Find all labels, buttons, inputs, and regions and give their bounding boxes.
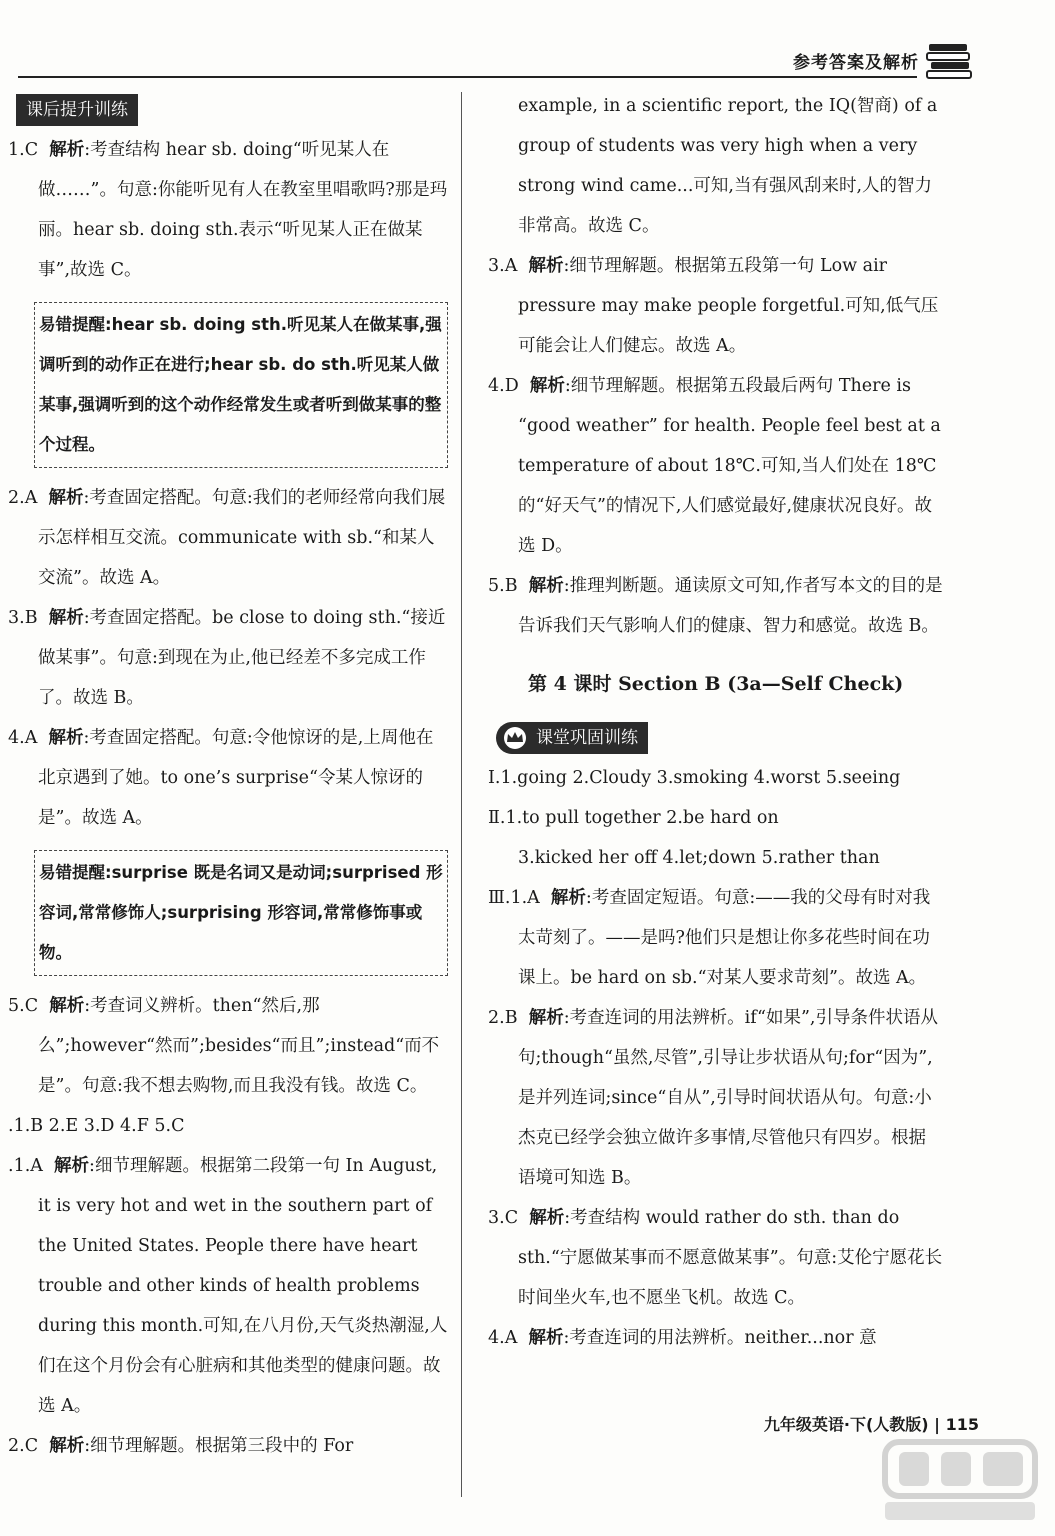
answer-number: 5.C	[8, 996, 39, 1016]
analysis-label: 解析	[48, 728, 84, 748]
answer-iii-4-right	[488, 1318, 943, 1358]
header-title: 参考答案及解析	[793, 53, 919, 73]
answers-part-i: Ⅰ.1.going 2.Cloudy 3.smoking 4.worst 5.seeing	[488, 768, 901, 788]
answer-number: 1.C	[8, 140, 39, 160]
watermark-logo	[875, 1428, 1045, 1528]
answer-4	[8, 718, 450, 838]
answer-text: :考查连词的用法辨析。neither...nor 意	[563, 1328, 877, 1348]
answer-number: 3.C	[488, 1208, 519, 1228]
analysis-label: 解析	[529, 1208, 565, 1228]
answer-text: :考查结构 would rather do sth. than do sth.“宁愿做某事而不愿意做某事”。句意:艾伦宁愿花长时间坐火车,也不愿坐飞机。故选 C。	[518, 1208, 943, 1308]
right-column	[488, 86, 943, 1358]
answer-text: :细节理解题。根据第二段第一句 In August, it is very hot and wet in the southern part of the United States. People there have heart trouble and other kinds of health problems during this month.可知,在八月份,天气炎热潮湿,人们在这个月份会有心脏病和其他类型的健康问题。故选 A。	[38, 1156, 448, 1416]
crown-icon	[502, 726, 528, 750]
page-header	[18, 40, 1037, 80]
answer-text: :考查固定搭配。be close to doing sth.“接近做某事”。句意:到现在为止,他已经差不多完成工作了。故选 B。	[38, 608, 446, 708]
answer-text: :考查固定搭配。句意:令他惊讶的是,上周他在北京遇到了她。to one’s surprise“令某人惊讶的是”。故选 A。	[38, 728, 434, 828]
column-divider	[461, 92, 462, 1497]
analysis-label: 解析	[528, 1328, 564, 1348]
analysis-label: 解析	[49, 1436, 85, 1456]
answer-number: 2.B	[488, 1008, 518, 1028]
answer-text: :考查连词的用法辨析。if“如果”,引导条件状语从句;though“虽然,尽管”,引导让步状语从句;for“因为”,是并列连词;since“自从”,引导时间状语从句。句意:小杰克已经学会独立做许多事情,尽管他只有四岁。根据语境可知选 B。	[518, 1008, 938, 1188]
left-column	[8, 86, 450, 1466]
error-tip-1	[34, 302, 448, 468]
analysis-label: 解析	[550, 888, 586, 908]
analysis-label: 解析	[48, 488, 84, 508]
answer-number: Ⅲ.1.A	[488, 888, 540, 908]
analysis-label: 解析	[528, 576, 564, 596]
answer-iii-5	[488, 566, 943, 646]
answer-iii-3-right	[488, 1198, 943, 1318]
analysis-label: 解析	[49, 140, 85, 160]
answer-number: .1.A	[8, 1156, 43, 1176]
answer-iii-2-continued: example, in a scientific report, the IQ(智商) of a group of students was very high when a very strong wind came...可知,当有强风刮来时,人的智力非常高。故选 C。	[518, 96, 938, 236]
analysis-label: 解析	[528, 256, 564, 276]
books-icon	[925, 40, 973, 80]
page-footer: 九年级英语·下(人教版) | 115	[763, 1415, 979, 1434]
tip-label: 易错提醒	[39, 315, 105, 334]
analysis-label: 解析	[48, 608, 84, 628]
answer-text: :细节理解题。根据第五段第一句 Low air pressure may make people forgetful.可知,低气压可能会让人们健忘。故选 A。	[518, 256, 939, 356]
lesson-heading: 第 4 课时 Section B (3a—Self Check)	[528, 673, 904, 695]
analysis-label: 解析	[528, 1008, 564, 1028]
answer-iii-2-right	[488, 998, 943, 1198]
answer-text: :考查结构 hear sb. doing“听见某人在做……”。句意:你能听见有人在教室里唱歌吗?那是玛丽。hear sb. doing sth.表示“听见某人正在做某事”,故选 C。	[38, 140, 448, 280]
answer-iii-3	[488, 246, 943, 366]
answer-text: :考查固定搭配。句意:我们的老师经常向我们展示怎样相互交流。communicate with sb.“和某人交流”。故选 A。	[38, 488, 446, 588]
answer-number: 4.A	[8, 728, 38, 748]
answers-part-ii: .1.B 2.E 3.D 4.F 5.C	[8, 1116, 185, 1136]
answers-part-ii-a: Ⅱ.1.to pull together 2.be hard on	[488, 808, 779, 828]
answer-iii-1	[8, 1146, 450, 1426]
answer-number: 4.A	[488, 1328, 518, 1348]
banner-label: 课堂巩固训练	[536, 728, 638, 748]
answer-text: :推理判断题。通读原文可知,作者写本文的目的是告诉我们天气影响人们的健康、智力和感觉。故选 B。	[518, 576, 943, 636]
answer-number: 2.C	[8, 1436, 39, 1456]
answer-iii-2	[8, 1426, 450, 1466]
answer-text: :细节理解题。根据第三段中的 For	[84, 1436, 354, 1456]
analysis-label: 解析	[529, 376, 565, 396]
analysis-label: 解析	[49, 996, 85, 1016]
tip-text: :surprise 既是名词又是动词;surprised 形容词,常常修饰人;surprising 形容词,常常修饰事或物。	[39, 863, 443, 962]
answer-3	[8, 598, 450, 718]
answer-number: 4.D	[488, 376, 519, 396]
header-rule	[18, 76, 917, 78]
section-banner-after-class: 课后提升训练	[16, 94, 138, 126]
answer-text: :考查词义辨析。then“然后,那么”;however“然而”;besides“而且”;instead“而不是”。句意:我不想去购物,而且我没有钱。故选 C。	[38, 996, 440, 1096]
tip-label: 易错提醒	[39, 863, 105, 882]
answer-number: 5.B	[488, 576, 518, 596]
answer-iii-1-right	[488, 878, 943, 998]
analysis-label: 解析	[54, 1156, 90, 1176]
answer-number: 3.B	[8, 608, 38, 628]
tip-text: :hear sb. doing sth.听见某人在做某事,强调听到的动作正在进行;hear sb. do sth.听见某人做某事,强调听到的这个动作经常发生或者听到做某事的整个过程。	[39, 315, 442, 454]
answers-part-ii-b: 3.kicked her off 4.let;down 5.rather than	[518, 848, 880, 868]
answer-5	[8, 986, 450, 1106]
section-banner-in-class	[496, 722, 648, 754]
error-tip-2	[34, 850, 448, 976]
answer-2	[8, 478, 450, 598]
answer-number: 2.A	[8, 488, 38, 508]
answer-number: 3.A	[488, 256, 518, 276]
answer-iii-4	[488, 366, 943, 566]
answer-text: :考查固定短语。句意:——我的父母有时对我太苛刻了。——是吗?他们只是想让你多花些时间在功课上。be hard on sb.“对某人要求苛刻”。故选 A。	[518, 888, 931, 988]
answer-text: :细节理解题。根据第五段最后两句 There is “good weather” for health. People feel best at a temperature of about 18℃.可知,当人们处在 18℃的“好天气”的情况下,人们感觉最好,健康状况良好。故选 D。	[518, 376, 941, 556]
answer-1	[8, 130, 450, 290]
